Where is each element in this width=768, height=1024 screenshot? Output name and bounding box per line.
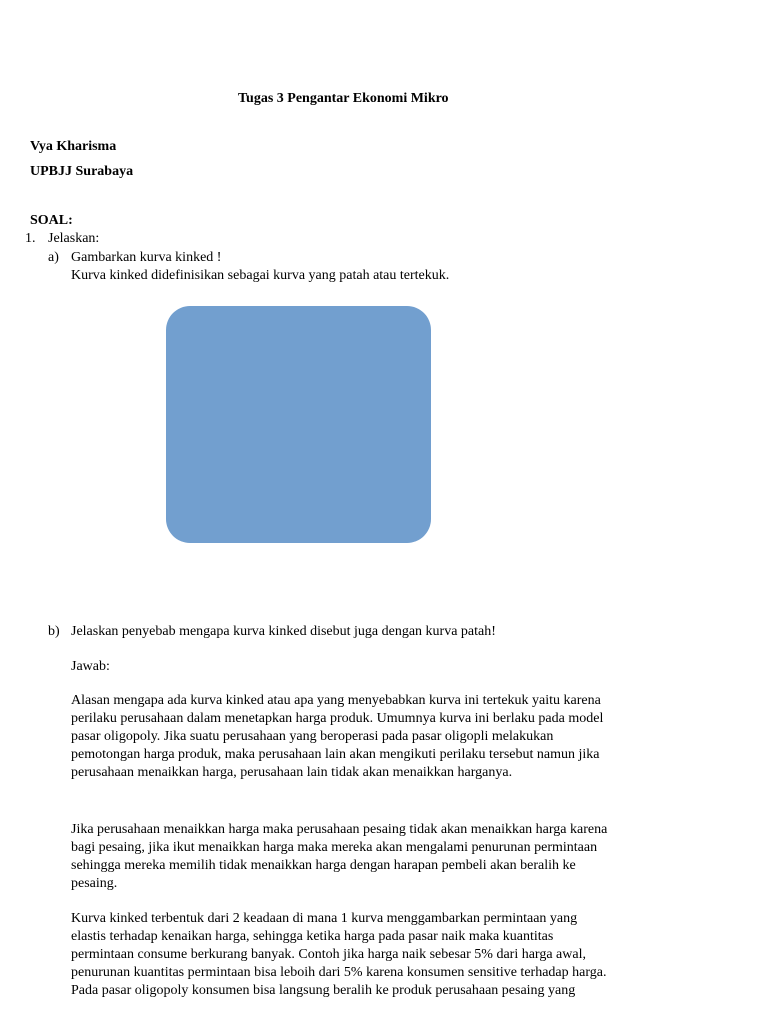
paragraph-line: pesaing. <box>71 876 118 891</box>
paragraph-line: Alasan mengapa ada kurva kinked atau apa yang menyebabkan kurva ini tertekuk yaitu karena <box>71 693 601 708</box>
jawab-label: Jawab: <box>71 659 110 674</box>
answer-paragraph-2 <box>71 821 691 893</box>
paragraph-line: permintaan consume berkurang banyak. Contoh jika harga naik sebesar 5% dari harga awal, <box>71 947 586 962</box>
paragraph-line: sehingga mereka memilih tidak menaikkan harga dengan harapan pembeli akan beralih ke <box>71 858 576 873</box>
soal-label: SOAL: <box>30 213 73 228</box>
item-b-marker: b) <box>48 624 60 639</box>
answer-paragraph-3 <box>71 910 691 1000</box>
paragraph-line: penurunan kuantitas permintaan bisa leboih dari 5% karena konsumen sensitive terhadap harga. <box>71 965 607 980</box>
rounded-rectangle-shape <box>166 306 431 543</box>
paragraph-line: bagi pesaing, jika ikut menaikkan harga maka mereka akan mengalami penurunan permintaan <box>71 840 598 855</box>
item-b-question: Jelaskan penyebab mengapa kurva kinked disebut juga dengan kurva patah! <box>71 624 496 639</box>
item-a-answer: Kurva kinked didefinisikan sebagai kurva yang patah atau tertekuk. <box>71 268 450 283</box>
item-a-marker: a) <box>48 250 59 265</box>
document-title: Tugas 3 Pengantar Ekonomi Mikro <box>238 91 449 106</box>
question-text: Jelaskan: <box>48 231 100 246</box>
paragraph-line: Kurva kinked terbentuk dari 2 keadaan di mana 1 kurva menggambarkan permintaan yang <box>71 911 578 926</box>
paragraph-line: elastis terhadap kenaikan harga, sehingga ketika harga pada pasar naik maka kuantitas <box>71 929 554 944</box>
paragraph-line: pasar oligopoly. Jika suatu perusahaan yang beroperasi pada pasar oligopli melakukan <box>71 729 554 744</box>
question-number: 1. <box>25 231 36 246</box>
author-name: Vya Kharisma <box>30 139 117 154</box>
item-a-question: Gambarkan kurva kinked ! <box>71 250 222 265</box>
paragraph-line: perusahaan menaikkan harga, perusahaan lain tidak akan menaikkan harganya. <box>71 765 513 780</box>
paragraph-line: Pada pasar oligopoly konsumen bisa langsung beralih ke produk perusahaan pesaing yang <box>71 983 576 998</box>
institution-name: UPBJJ Surabaya <box>30 164 134 179</box>
answer-paragraph-1 <box>71 692 691 782</box>
paragraph-line: pemotongan harga produk, maka perusahaan lain akan mengikuti perilaku tersebut namun jika <box>71 747 600 762</box>
paragraph-line: perilaku perusahaan dalam menetapkan harga produk. Umumnya kurva ini berlaku pada model <box>71 711 604 726</box>
paragraph-line: Jika perusahaan menaikkan harga maka perusahaan pesaing tidak akan menaikkan harga karena <box>71 822 608 837</box>
